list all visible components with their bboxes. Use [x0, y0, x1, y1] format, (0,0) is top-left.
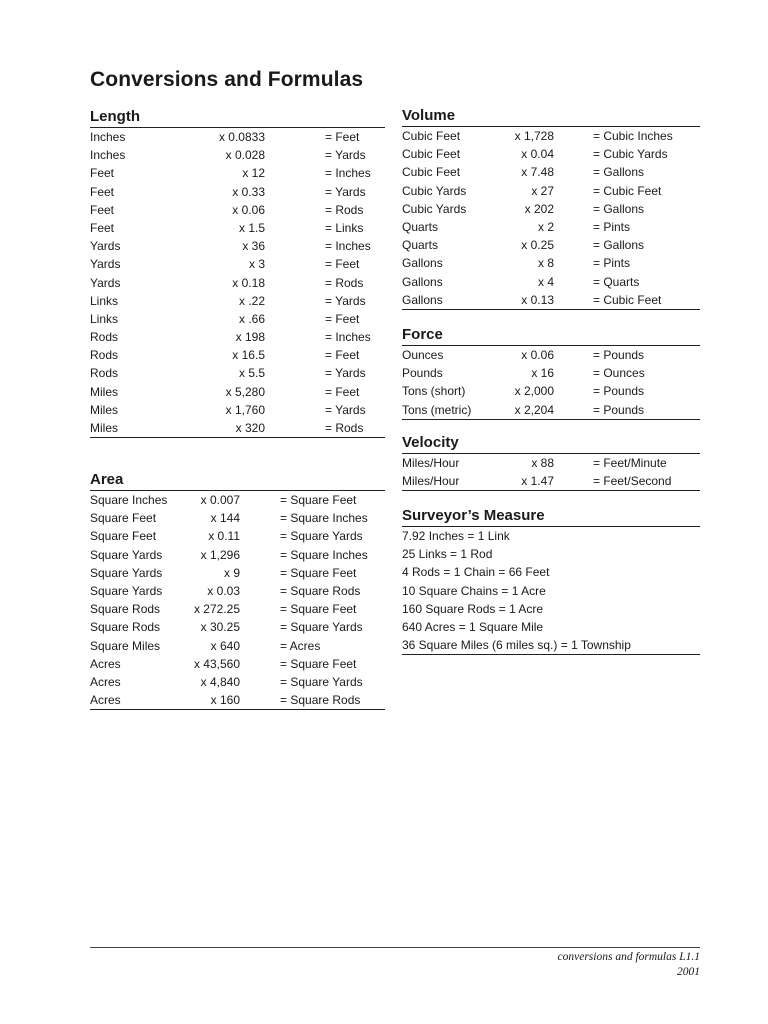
force-end-rule [402, 419, 700, 420]
volume-row [402, 200, 700, 218]
multiplier: x 5.5 [238, 366, 265, 381]
area-row [90, 491, 385, 509]
area-row [90, 637, 385, 655]
length-row [90, 310, 385, 328]
from-unit: Ounces [402, 348, 444, 362]
multiplier: x 0.18 [232, 275, 265, 290]
multiplier: x .66 [238, 311, 265, 326]
to-unit: = Feet [325, 311, 360, 326]
multiplier: x 1.5 [238, 220, 265, 235]
to-unit: = Inches [325, 239, 371, 254]
multiplier: x 43,560 [193, 656, 240, 671]
to-unit: = Square Feet [280, 656, 357, 671]
multiplier: x 1.47 [521, 474, 554, 489]
length-row [90, 255, 385, 273]
to-unit: = Square Rods [280, 693, 361, 708]
to-unit: = Inches [325, 330, 371, 345]
force-row [402, 401, 700, 419]
multiplier: x 320 [235, 421, 265, 435]
surveyor-line: 160 Square Rods = 1 Acre [402, 601, 544, 616]
length-row [90, 401, 385, 419]
volume-end-rule [402, 309, 700, 310]
multiplier: x 0.06 [232, 202, 265, 217]
to-unit: = Square Rods [280, 583, 361, 598]
from-unit: Links [90, 293, 119, 308]
to-unit: = Square Inches [280, 547, 368, 562]
from-unit: Tons (metric) [402, 402, 472, 417]
volume-row [402, 254, 700, 272]
multiplier: x 202 [524, 201, 554, 216]
length-table [90, 128, 385, 437]
multiplier: x 640 [210, 638, 240, 653]
multiplier: x 27 [531, 183, 554, 198]
volume-row [402, 291, 700, 309]
footer-rule [90, 947, 700, 948]
length-row [90, 128, 385, 146]
surveyor-heading: Surveyor’s Measure [402, 507, 700, 527]
to-unit: = Gallons [593, 165, 645, 180]
from-unit: Quarts [402, 219, 439, 234]
from-unit: Square Yards [90, 583, 163, 598]
area-row [90, 600, 385, 618]
from-unit: Tons (short) [402, 384, 466, 399]
to-unit: = Rods [325, 275, 364, 290]
from-unit: Square Rods [90, 602, 161, 617]
multiplier: x 1,760 [225, 402, 265, 417]
from-unit: Miles/Hour [402, 474, 460, 489]
to-unit: = Feet [325, 384, 360, 399]
from-unit: Miles [90, 421, 119, 435]
area-section [90, 471, 385, 710]
length-row [90, 164, 385, 182]
volume-row [402, 236, 700, 254]
from-unit: Square Feet [90, 511, 157, 526]
multiplier: x 16 [531, 366, 554, 381]
volume-row [402, 218, 700, 236]
force-row [402, 364, 700, 382]
volume-row [402, 163, 700, 181]
to-unit: = Quarts [593, 274, 640, 289]
from-unit: Acres [90, 656, 121, 671]
to-unit: = Ounces [593, 366, 645, 381]
from-unit: Acres [90, 693, 121, 708]
length-row [90, 237, 385, 255]
from-unit: Miles [90, 402, 119, 417]
to-unit: = Yards [325, 184, 366, 199]
to-unit: = Feet [325, 257, 360, 272]
multiplier: x 4,840 [200, 674, 240, 689]
from-unit: Links [90, 311, 119, 326]
length-end-rule [90, 437, 385, 438]
from-unit: Feet [90, 220, 115, 235]
from-unit: Square Miles [90, 638, 161, 653]
length-row [90, 328, 385, 346]
length-row [90, 201, 385, 219]
to-unit: = Acres [280, 638, 321, 653]
velocity-row [402, 454, 700, 472]
to-unit: = Pounds [593, 384, 645, 399]
multiplier: x 12 [242, 166, 265, 181]
multiplier: x 88 [531, 456, 554, 470]
multiplier: x 160 [210, 693, 240, 708]
length-row [90, 183, 385, 201]
velocity-table [402, 454, 700, 490]
to-unit: = Feet [325, 130, 360, 144]
from-unit: Inches [90, 130, 126, 144]
area-row [90, 655, 385, 673]
footer-year: 2001 [677, 966, 700, 978]
surveyor-end-rule [402, 654, 700, 655]
to-unit: = Square Inches [280, 511, 368, 526]
to-unit: = Cubic Feet [593, 292, 662, 307]
force-row [402, 382, 700, 400]
volume-row [402, 182, 700, 200]
from-unit: Feet [90, 166, 115, 181]
area-table [90, 491, 385, 709]
multiplier: x 272.25 [193, 602, 240, 617]
page-title: Conversions and Formulas [90, 68, 364, 91]
to-unit: = Square Feet [280, 565, 357, 580]
surveyor-section [402, 507, 700, 655]
surveyor-line: 36 Square Miles (6 miles sq.) = 1 Township [402, 638, 631, 653]
multiplier: x 0.06 [521, 348, 554, 362]
to-unit: = Pounds [593, 348, 645, 362]
to-unit: = Yards [325, 402, 366, 417]
multiplier: x 30.25 [200, 620, 240, 635]
to-unit: = Rods [325, 202, 364, 217]
surveyor-line: 7.92 Inches = 1 Link [402, 529, 510, 543]
multiplier: x 0.028 [225, 148, 265, 163]
velocity-end-rule [402, 490, 700, 491]
velocity-section [402, 434, 700, 491]
to-unit: = Square Yards [280, 529, 363, 544]
length-heading: Length [90, 108, 385, 128]
length-row [90, 383, 385, 401]
multiplier: x 7.48 [521, 165, 554, 180]
from-unit: Gallons [402, 256, 443, 271]
multiplier: x 2,000 [514, 384, 554, 399]
from-unit: Rods [90, 366, 119, 381]
to-unit: = Yards [325, 148, 366, 163]
to-unit: = Yards [325, 293, 366, 308]
multiplier: x 0.04 [521, 147, 554, 162]
surveyor-line: 10 Square Chains = 1 Acre [402, 583, 546, 598]
from-unit: Inches [90, 148, 126, 163]
to-unit: = Yards [325, 366, 366, 381]
from-unit: Square Yards [90, 565, 163, 580]
multiplier: x 8 [537, 256, 554, 271]
from-unit: Yards [90, 239, 121, 254]
from-unit: Cubic Yards [402, 183, 467, 198]
area-end-rule [90, 709, 385, 710]
to-unit: = Square Yards [280, 674, 363, 689]
from-unit: Yards [90, 257, 121, 272]
to-unit: = Square Feet [280, 602, 357, 617]
footer [558, 950, 700, 980]
surveyor-line: 4 Rods = 1 Chain = 66 Feet [402, 565, 550, 580]
multiplier: x 0.33 [232, 184, 265, 199]
from-unit: Gallons [402, 292, 443, 307]
volume-heading: Volume [402, 107, 700, 127]
length-row [90, 419, 385, 437]
to-unit: = Feet [325, 348, 360, 363]
force-row [402, 346, 700, 364]
to-unit: = Gallons [593, 238, 645, 253]
multiplier: x 9 [223, 565, 240, 580]
multiplier: x 36 [242, 239, 265, 254]
from-unit: Miles [90, 384, 119, 399]
from-unit: Miles/Hour [402, 456, 460, 470]
length-row [90, 364, 385, 382]
to-unit: = Pints [593, 219, 631, 234]
multiplier: x 1,728 [514, 129, 554, 143]
velocity-row [402, 472, 700, 490]
multiplier: x 0.25 [521, 238, 554, 253]
length-row [90, 219, 385, 237]
multiplier: x 198 [235, 330, 265, 345]
from-unit: Feet [90, 202, 115, 217]
from-unit: Rods [90, 330, 119, 345]
area-row [90, 527, 385, 545]
multiplier: x 0.0833 [218, 130, 265, 144]
length-row [90, 292, 385, 310]
to-unit: = Rods [325, 421, 364, 435]
area-heading: Area [90, 471, 385, 491]
from-unit: Yards [90, 275, 121, 290]
area-row [90, 509, 385, 527]
to-unit: = Cubic Feet [593, 183, 662, 198]
length-section [90, 108, 385, 438]
to-unit: = Feet/Minute [593, 456, 667, 470]
multiplier: x 1,296 [200, 547, 240, 562]
volume-row [402, 273, 700, 291]
multiplier: x 0.007 [200, 493, 240, 507]
surveyor-line: 25 Links = 1 Rod [402, 547, 493, 562]
from-unit: Feet [90, 184, 115, 199]
to-unit: = Links [325, 220, 364, 235]
area-row [90, 673, 385, 691]
area-row [90, 546, 385, 564]
multiplier: x 0.03 [207, 583, 240, 598]
from-unit: Square Rods [90, 620, 161, 635]
multiplier: x 2,204 [514, 402, 554, 417]
from-unit: Quarts [402, 238, 439, 253]
from-unit: Pounds [402, 366, 443, 381]
multiplier: x 3 [248, 257, 265, 272]
to-unit: = Cubic Yards [593, 147, 668, 162]
from-unit: Gallons [402, 274, 443, 289]
area-row [90, 564, 385, 582]
force-table [402, 346, 700, 419]
volume-row [402, 127, 700, 145]
from-unit: Rods [90, 348, 119, 363]
surveyor-line: 640 Acres = 1 Square Mile [402, 619, 544, 634]
footer-label: conversions and formulas L1.1 [557, 951, 700, 963]
from-unit: Cubic Yards [402, 201, 467, 216]
force-heading: Force [402, 326, 700, 346]
to-unit: = Pints [593, 256, 631, 271]
length-row [90, 346, 385, 364]
length-row [90, 274, 385, 292]
from-unit: Square Inches [90, 493, 168, 507]
area-row [90, 691, 385, 709]
from-unit: Cubic Feet [402, 129, 461, 143]
multiplier: x 5,280 [225, 384, 265, 399]
velocity-heading: Velocity [402, 434, 700, 454]
volume-section [402, 107, 700, 310]
length-row [90, 146, 385, 164]
multiplier: x 16.5 [232, 348, 265, 363]
multiplier: x .22 [238, 293, 265, 308]
to-unit: = Square Feet [280, 493, 357, 507]
multiplier: x 4 [537, 274, 554, 289]
from-unit: Square Yards [90, 547, 163, 562]
to-unit: = Inches [325, 166, 371, 181]
volume-row [402, 145, 700, 163]
to-unit: = Pounds [593, 402, 645, 417]
multiplier: x 0.13 [521, 292, 554, 307]
multiplier: x 144 [210, 511, 240, 526]
to-unit: = Feet/Second [593, 474, 672, 489]
from-unit: Cubic Feet [402, 147, 461, 162]
multiplier: x 2 [537, 219, 554, 234]
to-unit: = Cubic Inches [593, 129, 673, 143]
from-unit: Square Feet [90, 529, 157, 544]
from-unit: Cubic Feet [402, 165, 461, 180]
area-row [90, 618, 385, 636]
volume-table [402, 127, 700, 309]
to-unit: = Square Yards [280, 620, 363, 635]
from-unit: Acres [90, 674, 121, 689]
force-section [402, 326, 700, 420]
multiplier: x 0.11 [208, 529, 240, 544]
area-row [90, 582, 385, 600]
to-unit: = Gallons [593, 201, 645, 216]
